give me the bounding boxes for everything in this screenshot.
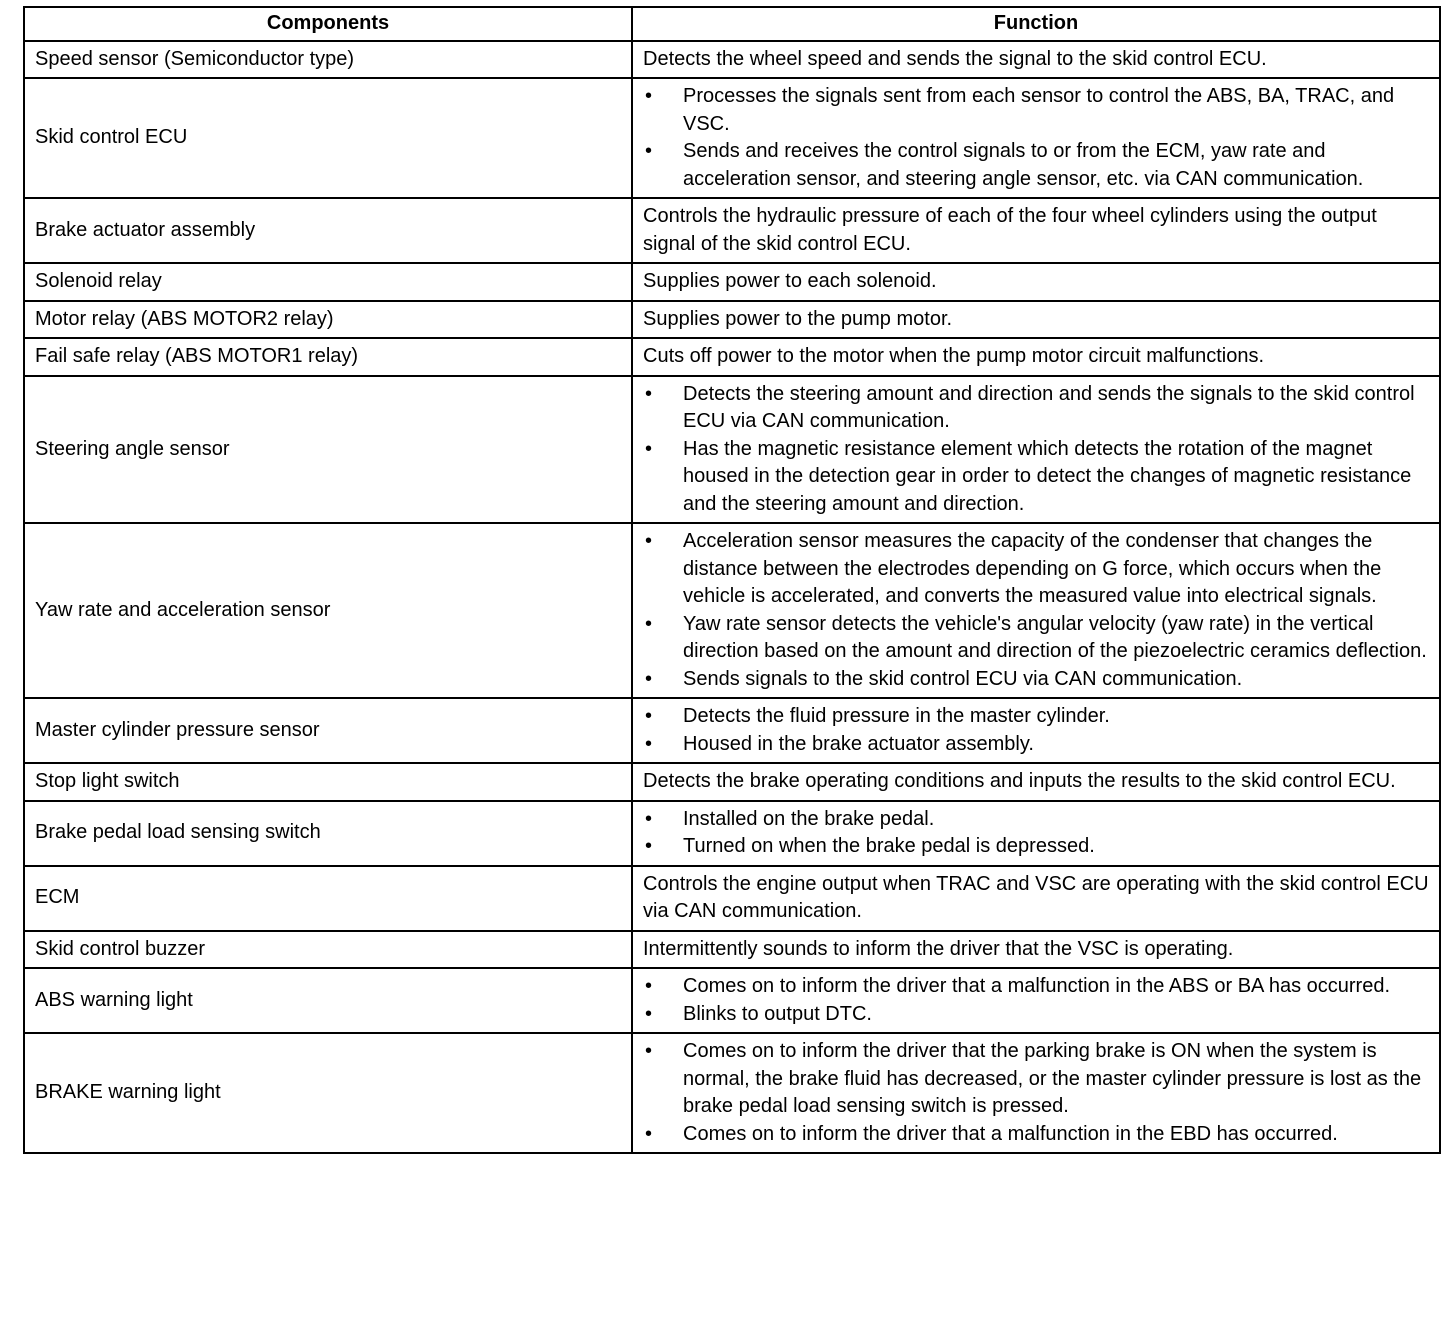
- bullet-icon: •: [645, 437, 653, 460]
- table-row: [24, 376, 1440, 524]
- bullet-icon: •: [645, 1122, 653, 1145]
- table-row: [24, 931, 1440, 969]
- component-cell: Steering angle sensor: [24, 376, 632, 524]
- bullet-icon: •: [645, 612, 653, 635]
- bullet-icon: •: [645, 85, 653, 107]
- table-header-row: [24, 7, 1440, 41]
- table-row: [24, 263, 1440, 301]
- function-bullet-list: [643, 381, 1429, 519]
- function-text: Sends and receives the control signals to or from the ECM, yaw rate and acceleration sensor, and steering angle sensor, etc. via CAN communication.: [683, 140, 1364, 190]
- header-function: Function: [632, 7, 1440, 41]
- bullet-icon: •: [645, 667, 653, 690]
- component-cell: Skid control ECU: [24, 78, 632, 198]
- function-text: Detects the brake operating conditions and inputs the results to the skid control ECU.: [643, 770, 1396, 792]
- component-cell: Stop light switch: [24, 763, 632, 801]
- list-item: [643, 381, 1429, 436]
- list-item: [643, 703, 1429, 731]
- list-item: [643, 1001, 1429, 1029]
- function-cell: [632, 78, 1440, 198]
- function-bullet-list: [643, 806, 1429, 861]
- function-cell: [632, 338, 1440, 376]
- function-text: Blinks to output DTC.: [683, 1002, 872, 1025]
- function-bullet-list: [643, 973, 1429, 1028]
- list-item: [643, 436, 1429, 519]
- function-cell: [632, 41, 1440, 79]
- function-cell: [632, 931, 1440, 969]
- component-cell: ECM: [24, 866, 632, 931]
- function-text: Yaw rate sensor detects the vehicle's angular velocity (yaw rate) in the vertical direction based on the amount and direction of the piezoelectric ceramics deflection.: [683, 612, 1427, 662]
- bullet-icon: •: [645, 1002, 653, 1025]
- table-row: [24, 866, 1440, 931]
- table-row: [24, 78, 1440, 198]
- bullet-icon: •: [645, 975, 653, 997]
- function-cell: [632, 263, 1440, 301]
- function-cell: [632, 801, 1440, 866]
- list-item: [643, 806, 1429, 834]
- table-row: [24, 1033, 1440, 1153]
- function-text: Detects the fluid pressure in the master cylinder.: [683, 705, 1110, 727]
- table-row: [24, 801, 1440, 866]
- bullet-icon: •: [645, 140, 653, 162]
- list-item: [643, 528, 1429, 611]
- function-text: Detects the wheel speed and sends the signal to the skid control ECU.: [643, 47, 1267, 70]
- function-cell: [632, 763, 1440, 801]
- component-cell: Skid control buzzer: [24, 931, 632, 969]
- function-text: Comes on to inform the driver that a malfunction in the ABS or BA has occurred.: [683, 975, 1391, 997]
- component-cell: Yaw rate and acceleration sensor: [24, 523, 632, 698]
- component-cell: Fail safe relay (ABS MOTOR1 relay): [24, 338, 632, 376]
- function-text: Installed on the brake pedal.: [683, 807, 935, 830]
- function-text: Comes on to inform the driver that a malfunction in the EBD has occurred.: [683, 1122, 1338, 1145]
- function-cell: [632, 1033, 1440, 1153]
- list-item: [643, 1038, 1429, 1121]
- function-text: Acceleration sensor measures the capacity of the condenser that changes the distance between the electrodes depending on G force, which occurs when the vehicle is accelerated, and converts the measured value into electrical signals.: [683, 530, 1382, 607]
- table-row: [24, 523, 1440, 698]
- list-item: [643, 666, 1429, 694]
- component-cell: Speed sensor (Semiconductor type): [24, 41, 632, 79]
- function-cell: [632, 376, 1440, 524]
- list-item: [643, 1121, 1429, 1149]
- function-text: Controls the hydraulic pressure of each of the four wheel cylinders using the output signal of the skid control ECU.: [643, 205, 1377, 255]
- function-cell: [632, 698, 1440, 763]
- component-cell: Brake actuator assembly: [24, 198, 632, 263]
- bullet-icon: •: [645, 705, 653, 727]
- table-row: [24, 968, 1440, 1033]
- function-text: Processes the signals sent from each sensor to control the ABS, BA, TRAC, and VSC.: [683, 85, 1395, 135]
- list-item: [643, 973, 1429, 1001]
- function-text: Housed in the brake actuator assembly.: [683, 732, 1034, 755]
- component-cell: Brake pedal load sensing switch: [24, 801, 632, 866]
- component-cell: Motor relay (ABS MOTOR2 relay): [24, 301, 632, 339]
- component-cell: Solenoid relay: [24, 263, 632, 301]
- component-cell: ABS warning light: [24, 968, 632, 1033]
- function-bullet-list: [643, 1038, 1429, 1148]
- function-cell: [632, 301, 1440, 339]
- function-text: Sends signals to the skid control ECU via CAN communication.: [683, 667, 1243, 690]
- table-row: [24, 301, 1440, 339]
- bullet-icon: •: [645, 807, 653, 830]
- list-item: [643, 138, 1429, 193]
- list-item: [643, 833, 1429, 861]
- function-cell: [632, 198, 1440, 263]
- function-text: Turned on when the brake pedal is depressed.: [683, 835, 1095, 857]
- function-bullet-list: [643, 703, 1429, 758]
- bullet-icon: •: [645, 1040, 653, 1062]
- function-text: Comes on to inform the driver that the parking brake is ON when the system is normal, the brake fluid has decreased, or the master cylinder pressure is lost as the brake pedal load sensing switch is pressed.: [683, 1040, 1422, 1117]
- table-row: [24, 41, 1440, 79]
- function-text: Has the magnetic resistance element which detects the rotation of the magnet housed in the detection gear in order to detect the changes of magnetic resistance and the steering amount and direction.: [683, 437, 1412, 515]
- bullet-icon: •: [645, 835, 653, 857]
- function-text: Controls the engine output when TRAC and VSC are operating with the skid control ECU via CAN communication.: [643, 872, 1429, 922]
- bullet-icon: •: [645, 732, 653, 755]
- table-row: [24, 198, 1440, 263]
- function-text: Cuts off power to the motor when the pump motor circuit malfunctions.: [643, 345, 1265, 367]
- function-cell: [632, 866, 1440, 931]
- components-function-table: [23, 6, 1441, 1154]
- function-cell: [632, 968, 1440, 1033]
- table-row: [24, 698, 1440, 763]
- bullet-icon: •: [645, 530, 653, 552]
- function-text: Supplies power to each solenoid.: [643, 270, 937, 292]
- function-text: Supplies power to the pump motor.: [643, 307, 953, 330]
- table-body: [24, 41, 1440, 1154]
- function-cell: [632, 523, 1440, 698]
- function-text: Detects the steering amount and direction and sends the signals to the skid control ECU via CAN communication.: [683, 382, 1415, 432]
- list-item: [643, 83, 1429, 138]
- list-item: [643, 731, 1429, 759]
- header-components: Components: [24, 7, 632, 41]
- function-bullet-list: [643, 83, 1429, 193]
- bullet-icon: •: [645, 382, 653, 405]
- function-text: Intermittently sounds to inform the driver that the VSC is operating.: [643, 937, 1234, 960]
- component-cell: BRAKE warning light: [24, 1033, 632, 1153]
- function-bullet-list: [643, 528, 1429, 693]
- list-item: [643, 611, 1429, 666]
- table-row: [24, 763, 1440, 801]
- table-row: [24, 338, 1440, 376]
- component-cell: Master cylinder pressure sensor: [24, 698, 632, 763]
